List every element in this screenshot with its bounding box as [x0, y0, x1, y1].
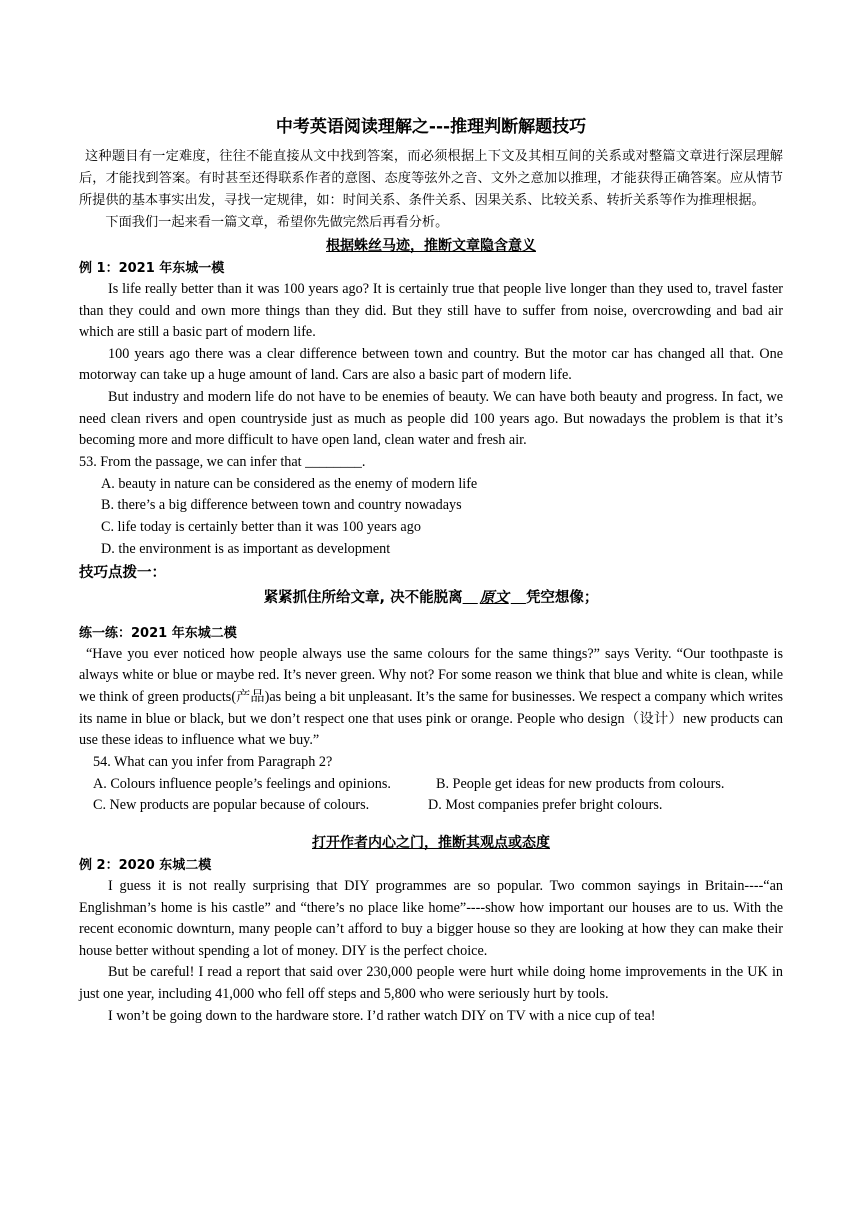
tip-statement	[79, 585, 783, 611]
option-a: A. beauty in nature can be considered as the enemy of modern life	[101, 475, 478, 492]
question-53: 53. From the passage, we can infer that ________.	[79, 453, 366, 470]
passage-paragraph: 100 years ago there was a clear difference between town and country. But the motor car has changed all that. One motorway can take up a huge amount of land. Cars are also a basic part of modern life.	[79, 345, 783, 384]
example-1-label: 例 1：2021 年东城一模	[79, 261, 225, 276]
question-54: 54. What can you infer from Paragraph 2?	[93, 753, 333, 770]
option-a: A. Colours influence people’s feelings and opinions.	[93, 775, 391, 792]
option-d: D. the environment is as important as development	[101, 540, 391, 557]
tip-text-after: 凭空想像；	[525, 589, 599, 606]
practice-paragraph: “Have you ever noticed how people always use the same colours for the same things?” says Verity. “Our toothpaste is always white or blue or maybe red. It’s never green. Why not? For some reason we think that blue and white is clean, while we think of green products(产品)as being a bit unpleasant. It’s the same for businesses. We respect a company which writes its name in blue or black, but we don’t respect one that uses pink or orange. People who design（设计）new products can use these ideas to influence what we buy.”	[79, 645, 783, 749]
section-heading-2: 打开作者内心之门，推断其观点或态度	[312, 835, 550, 852]
document-page	[79, 112, 783, 1027]
options-row-2	[79, 795, 783, 817]
option-b: B. there’s a big difference between town and country nowadays	[101, 497, 462, 514]
intro-paragraph: 这种题目有一定难度，往往不能直接从文中找到答案，而必须根据上下文及其相互间的关系或对整篇文章进行深层理解后，才能找到答案。有时甚至还得联系作者的意图、态度等弦外之音、文外之意加以推理，才能获得正确答案。应从情节所提供的基本事实出发，寻找一定规律，如：时间关系、条件关系、因果关系、比较关系、转折关系等作为推理根据。	[79, 149, 783, 208]
section-heading-1: 根据蛛丝马迹，推断文章隐含意义	[326, 238, 536, 254]
option-d: D. Most companies prefer bright colours.	[428, 797, 663, 814]
example-2-label: 例 2：2020 东城二模	[79, 858, 212, 874]
option-c: C. New products are popular because of colours.	[93, 797, 370, 814]
intro-instruction: 下面我们一起来看一篇文章，希望你先做完然后再看分析。	[105, 215, 449, 230]
option-b: B. People get ideas for new products from colours.	[436, 775, 725, 792]
tip-text-before: 紧紧抓住所给文章, 决不能脱离	[263, 589, 463, 606]
tip-blank-answer: 原文	[479, 589, 509, 606]
passage-paragraph: I won’t be going down to the hardware store. I’d rather watch DIY on TV with a nice cup of tea!	[108, 1007, 656, 1024]
passage-paragraph: Is life really better than it was 100 years ago? It is certainly true that people live longer than they used to, travel faster than they could and own more things than they did. But they still have to suffer from noise, overcrowding and bad air which are still a basic part of modern life.	[79, 281, 783, 341]
passage-paragraph: I guess it is not really surprising that DIY programmes are so popular. Two common sayings in Britain----“an Englishman’s home is his castle” and “there’s no place like home”----show how important our houses are to us. With the recent economic downturn, many people can’t afford to buy a bigger house so they are looking at how they can make their house better without spending a lot of money. DIY is the perfect choice.	[79, 878, 783, 959]
options-row-1	[79, 774, 783, 796]
passage-paragraph: But industry and modern life do not have to be enemies of beauty. We can have both beauty and progress. In fact, we need clean rivers and open countryside just as much as people did 100 years ago. But nowadays the problem is that it’s becoming more and more difficult to have open land, clean water and fresh air.	[79, 388, 783, 449]
tip-heading: 技巧点拨一：	[79, 564, 166, 581]
option-c: C. life today is certainly better than it was 100 years ago	[101, 519, 421, 536]
passage-paragraph: But be careful! I read a report that said over 230,000 people were hurt while doing home improvements in the UK in just one year, including 41,000 who fell off steps and 5,800 who were seriously hurt by tools.	[79, 964, 783, 1003]
practice-label: 练一练：2021 年东城二模	[79, 625, 237, 641]
document-title: 中考英语阅读理解之---推理判断解题技巧	[275, 117, 587, 137]
